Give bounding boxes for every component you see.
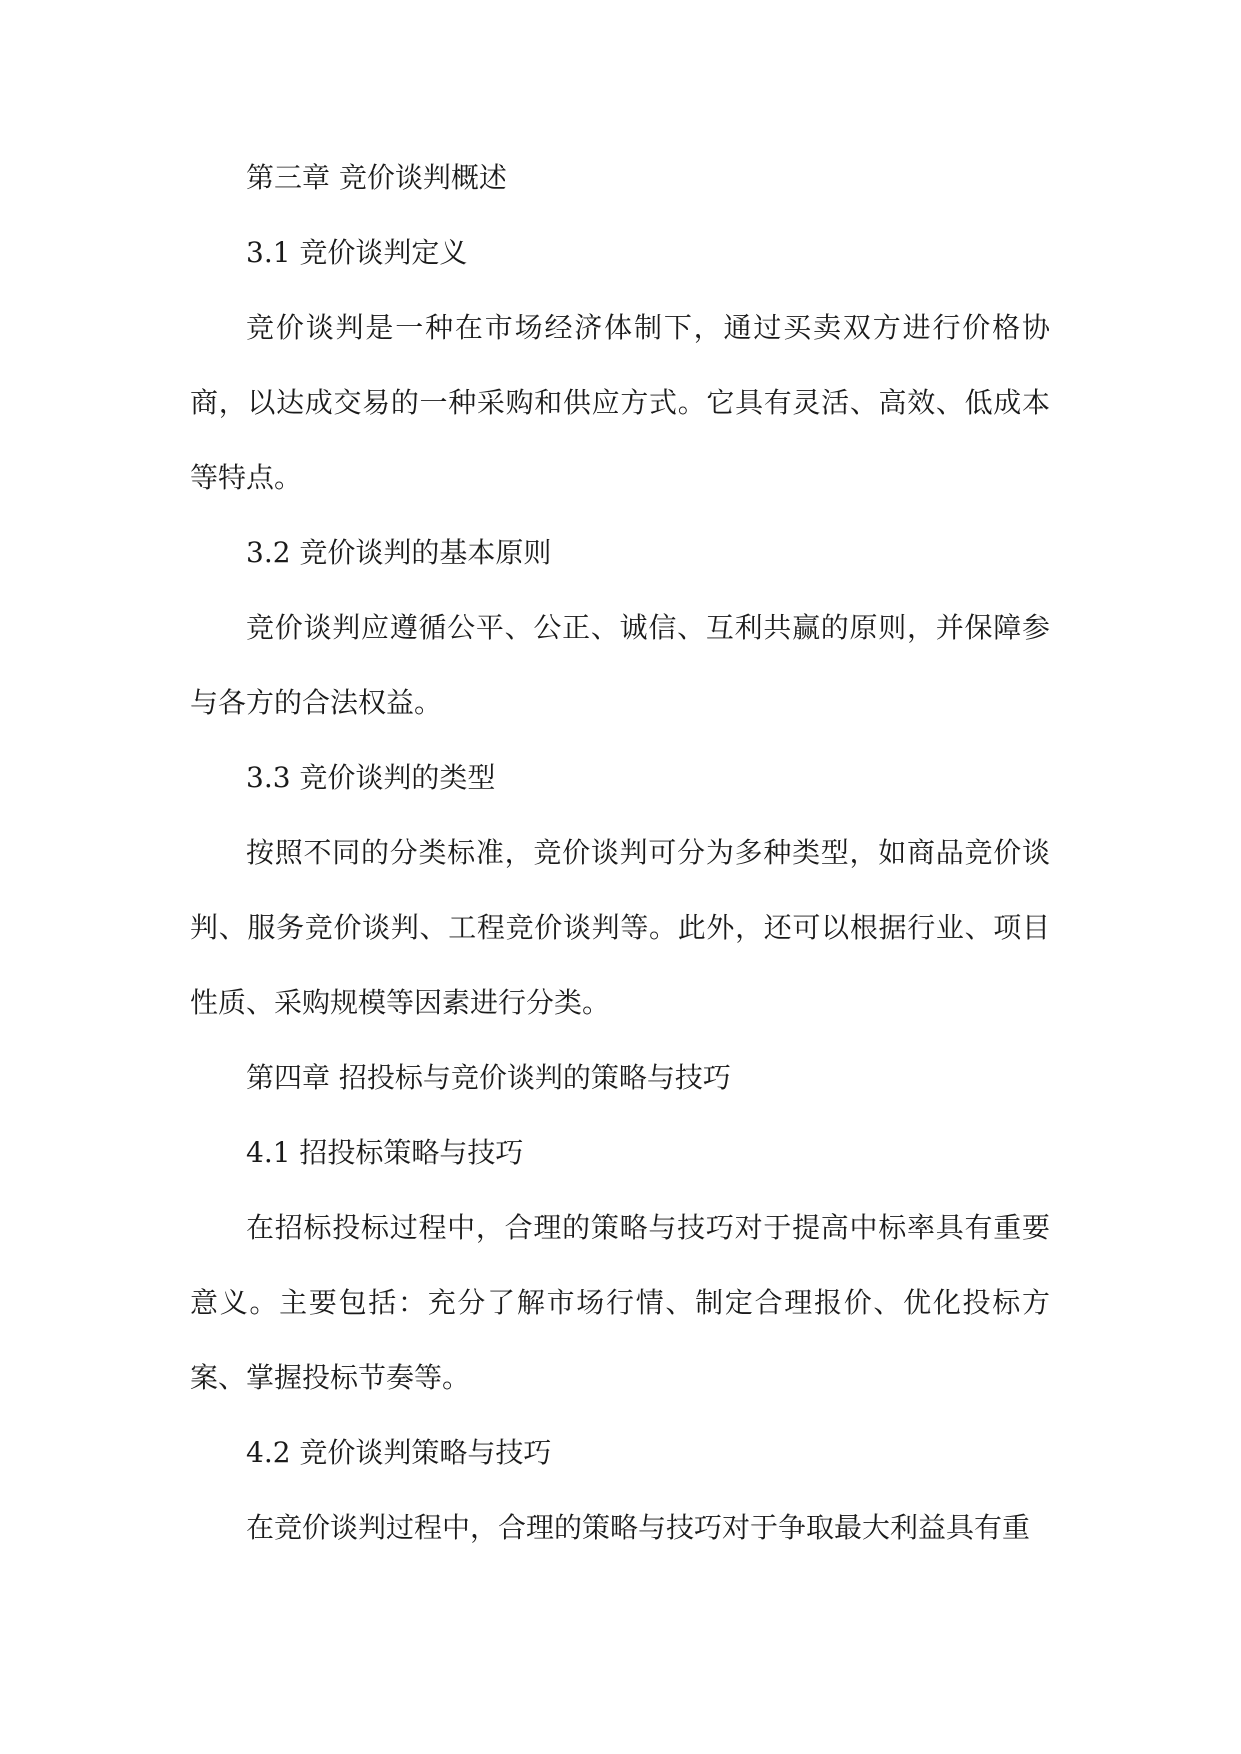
chapter-3-title: 第三章 竞价谈判概述 — [246, 161, 507, 194]
section-4-2-paragraph: 在竞价谈判过程中，合理的策略与技巧对于争取最大利益具有重 — [246, 1511, 1031, 1544]
section-3-2-paragraph: 竞价谈判应遵循公平、公正、诚信、互利共赢的原则，并保障参与各方的合法权益。 — [190, 611, 1050, 719]
section-3-1-paragraph: 竞价谈判是一种在市场经济体制下，通过买卖双方进行价格协商，以达成交易的一种采购和供应方式。它具有灵活、高效、低成本等特点。 — [190, 311, 1050, 494]
section-4-1-title: 4.1 招投标策略与技巧 — [246, 1136, 524, 1169]
section-3-1-title: 3.1 竞价谈判定义 — [246, 236, 468, 269]
chapter-4-title: 第四章 招投标与竞价谈判的策略与技巧 — [246, 1061, 731, 1094]
section-4-1-paragraph: 在招标投标过程中，合理的策略与技巧对于提高中标率具有重要意义。主要包括：充分了解市场行情、制定合理报价、优化投标方案、掌握投标节奏等。 — [190, 1211, 1050, 1394]
section-3-3-paragraph: 按照不同的分类标准，竞价谈判可分为多种类型，如商品竞价谈判、服务竞价谈判、工程竞价谈判等。此外，还可以根据行业、项目性质、采购规模等因素进行分类。 — [190, 836, 1050, 1019]
section-3-2-title: 3.2 竞价谈判的基本原则 — [246, 536, 552, 569]
section-3-3-title: 3.3 竞价谈判的类型 — [246, 761, 496, 794]
document-body — [190, 140, 1050, 1565]
section-4-2-title: 4.2 竞价谈判策略与技巧 — [246, 1436, 552, 1469]
